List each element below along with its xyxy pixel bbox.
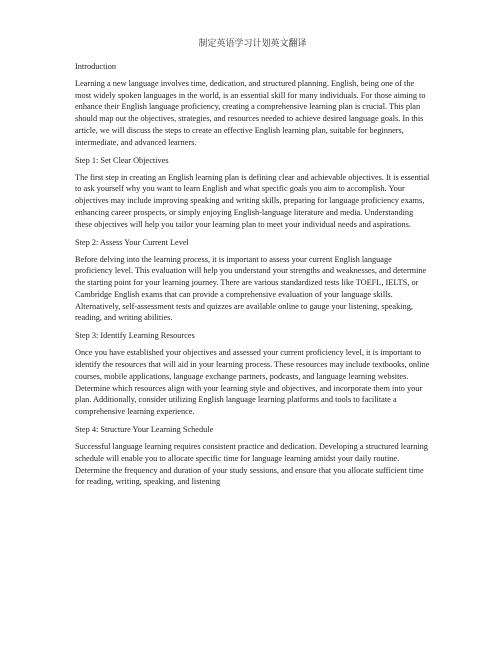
section-heading-introduction: Introduction xyxy=(75,62,117,71)
section-body-step-2: Before delving into the learning process, it is important to assess your current English language proficiency level. This evaluation will help you understand your strengths and weaknesses, and determine the starting point for your learning journey. There are various standardized tests like TOEFL, IELTS, or Cambridge English exams that can provide a comprehensive evaluation of your language skills. Alternatively, self-assessment tests and quizzes are available online to gauge your listening, speaking, reading, and writing abilities. xyxy=(75,254,427,323)
section-heading-step-4: Step 4: Structure Your Learning Schedule xyxy=(75,425,214,435)
section-body-introduction: Learning a new language involves time, dedication, and structured planning. English, being one of the most widely spoken languages in the world, is an essential skill for many individuals. For those aiming to enhance their English language proficiency, creating a comprehensive learning plan is crucial. This plan should map out the objectives, strategies, and resources needed to achieve desired language goals. In this article, we will discuss the steps to create an effective English learning plan, suitable for beginners, intermediate, and advanced learners. xyxy=(75,79,426,147)
section-body-step-1: The first step in creating an English learning plan is defining clear and achievable objectives. It is essential to ask yourself why you want to learn English and what specific goals you aim to accomplish. Your objectives may include improving speaking and writing skills, preparing for language proficiency exams, enhancing career prospects, or simply enjoying English-language literature and media. Understanding these objectives will help you tailor your learning plan to meet your individual needs and aspirations. xyxy=(75,172,430,229)
section-heading-step-1: Step 1: Set Clear Objectives xyxy=(75,155,169,165)
document-title: 制定英语学习计划英文翻译 xyxy=(198,39,307,49)
section-body-step-3: Once you have established your objectives and assessed your current proficiency level, it is important to identify the resources that will aid in your learning process. These resources may include textbooks, online courses, mobile applications, language exchange partners, podcasts, and language learning websites. Determine which resources align with your learning style and objectives, and incorporate them into your plan. Additionally, consider utilizing English language learning platforms and tools to facilitate a comprehensive learning experience. xyxy=(75,348,430,416)
section-body-step-4: Successful language learning requires consistent practice and dedication. Developing a structured learning schedule will enable you to allocate specific time for language learning amidst your daily routine. Determine the frequency and duration of your study sessions, and ensure that you allocate sufficient time for reading, writing, speaking, and listening xyxy=(75,442,428,487)
section-heading-step-3: Step 3: Identify Learning Resources xyxy=(75,331,195,341)
section-heading-step-2: Step 2: Assess Your Current Level xyxy=(75,237,189,247)
